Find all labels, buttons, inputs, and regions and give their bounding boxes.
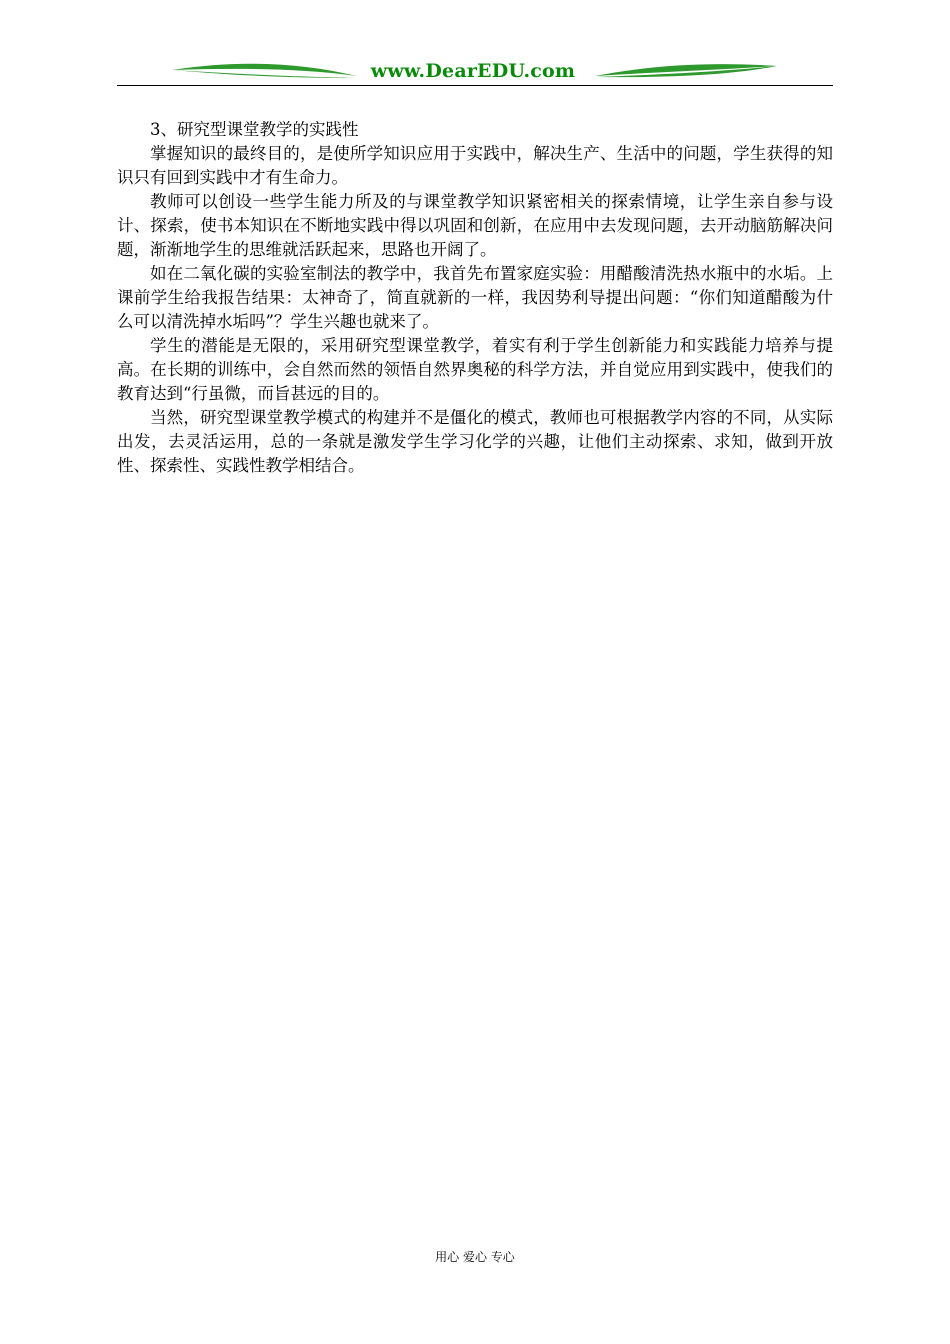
document-body [117,118,833,478]
page-footer: 用心 爱心 专心 [435,1250,515,1264]
paragraph-3: 如在二氧化碳的实验室制法的教学中，我首先布置家庭实验：用醋酸清洗热水瓶中的水垢。上课前学生给我报告结果：太神奇了，简直就新的一样，我因势利导提出问题：“你们知道醋酸为什么可以清洗掉水垢吗”？学生兴趣也就来了。 [117,264,833,331]
left-swoosh [172,64,357,76]
paragraph-4: 学生的潜能是无限的，采用研究型课堂教学，着实有利于学生创新能力和实践能力培养与提高。在长期的训练中，会自然而然的领悟自然界奥秘的科学方法，并自觉应用到实践中，使我们的教育达到“行虽微，而旨甚远的目的。 [117,336,833,403]
paragraph-1: 掌握知识的最终目的，是使所学知识应用于实践中，解决生产、生活中的问题，学生获得的知识只有回到实践中才有生命力。 [117,144,833,187]
header-divider [117,85,833,86]
section-heading: 3、研究型课堂教学的实践性 [150,120,359,139]
page-header [117,56,833,90]
paragraph-5: 当然，研究型课堂教学模式的构建并不是僵化的模式，教师也可根据教学内容的不同，从实际出发，去灵活运用，总的一条就是激发学生学习化学的兴趣，让他们主动探索、求知，做到开放性、探索性、实践性教学相结合。 [117,408,833,475]
site-url: www.DearEDU.com [370,60,576,82]
paragraph-2: 教师可以创设一些学生能力所及的与课堂教学知识紧密相关的探索情境，让学生亲自参与设计、探索，使书本知识在不断地实践中得以巩固和创新，在应用中去发现问题，去开动脑筋解决问题，渐渐地学生的思维就活跃起来，思路也开阔了。 [117,192,833,259]
